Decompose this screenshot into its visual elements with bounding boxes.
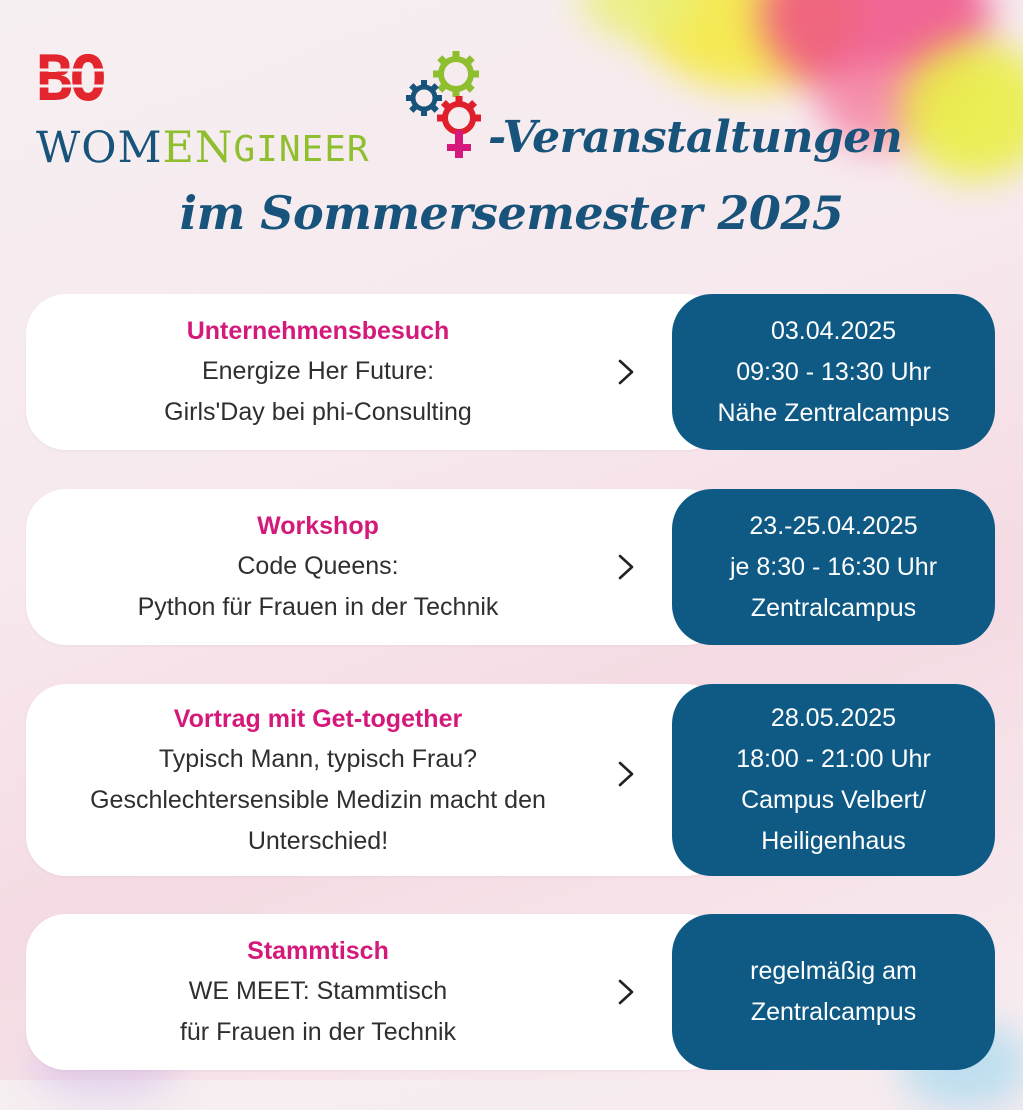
page-title-line-1: -Veranstaltungen	[488, 112, 903, 163]
blue-gear-icon	[406, 80, 442, 116]
event-details-pill: regelmäßig am Zentralcampus	[672, 914, 995, 1070]
gears-female-symbol-icon	[404, 48, 486, 166]
brand-text-gineer: GINEER	[233, 129, 370, 171]
event-type: Stammtisch	[247, 937, 389, 965]
event-description: Code Queens: Python für Frauen in der Technik	[137, 552, 499, 621]
event-details-pill: 23.-25.04.2025 je 8:30 - 16:30 Uhr Zentralcampus	[672, 489, 995, 645]
chevron-right-icon[interactable]	[614, 759, 638, 789]
event-details-pill: 28.05.2025 18:00 - 21:00 Uhr Campus Velbert/ Heiligenhaus	[672, 684, 995, 876]
page-title-line-2: im Sommersemester 2025	[179, 186, 844, 240]
event-card-unternehmensbesuch[interactable]	[26, 294, 726, 450]
bo-logo	[36, 50, 116, 106]
womengineer-wordmark	[36, 110, 370, 173]
chevron-right-icon[interactable]	[614, 357, 638, 387]
red-gear-icon	[437, 96, 481, 132]
green-gear-icon	[433, 51, 479, 97]
chevron-right-icon[interactable]	[614, 977, 638, 1007]
event-description: WE MEET: Stammtisch für Frauen in der Technik	[179, 977, 457, 1046]
bo-logo-text: BO	[36, 50, 103, 106]
event-card-workshop[interactable]	[26, 489, 726, 645]
event-details-pill: 03.04.2025 09:30 - 13:30 Uhr Nähe Zentralcampus	[672, 294, 995, 450]
event-type: Vortrag mit Get-together	[173, 704, 463, 733]
header	[0, 0, 1023, 280]
event-description: Typisch Mann, typisch Frau? Geschlechtersensible Medizin macht den Unterschied!	[90, 744, 546, 855]
brand-text-en: EN	[162, 123, 234, 173]
event-description: Energize Her Future: Girls'Day bei phi-Consulting	[164, 357, 472, 426]
event-card-stammtisch[interactable]	[26, 914, 726, 1070]
brand-text-wom: WOM	[36, 123, 163, 173]
event-card-vortrag[interactable]	[26, 684, 726, 876]
chevron-right-icon[interactable]	[614, 552, 638, 582]
event-type: Workshop	[257, 512, 379, 540]
female-symbol-icon	[447, 130, 471, 158]
event-type: Unternehmensbesuch	[186, 317, 450, 345]
